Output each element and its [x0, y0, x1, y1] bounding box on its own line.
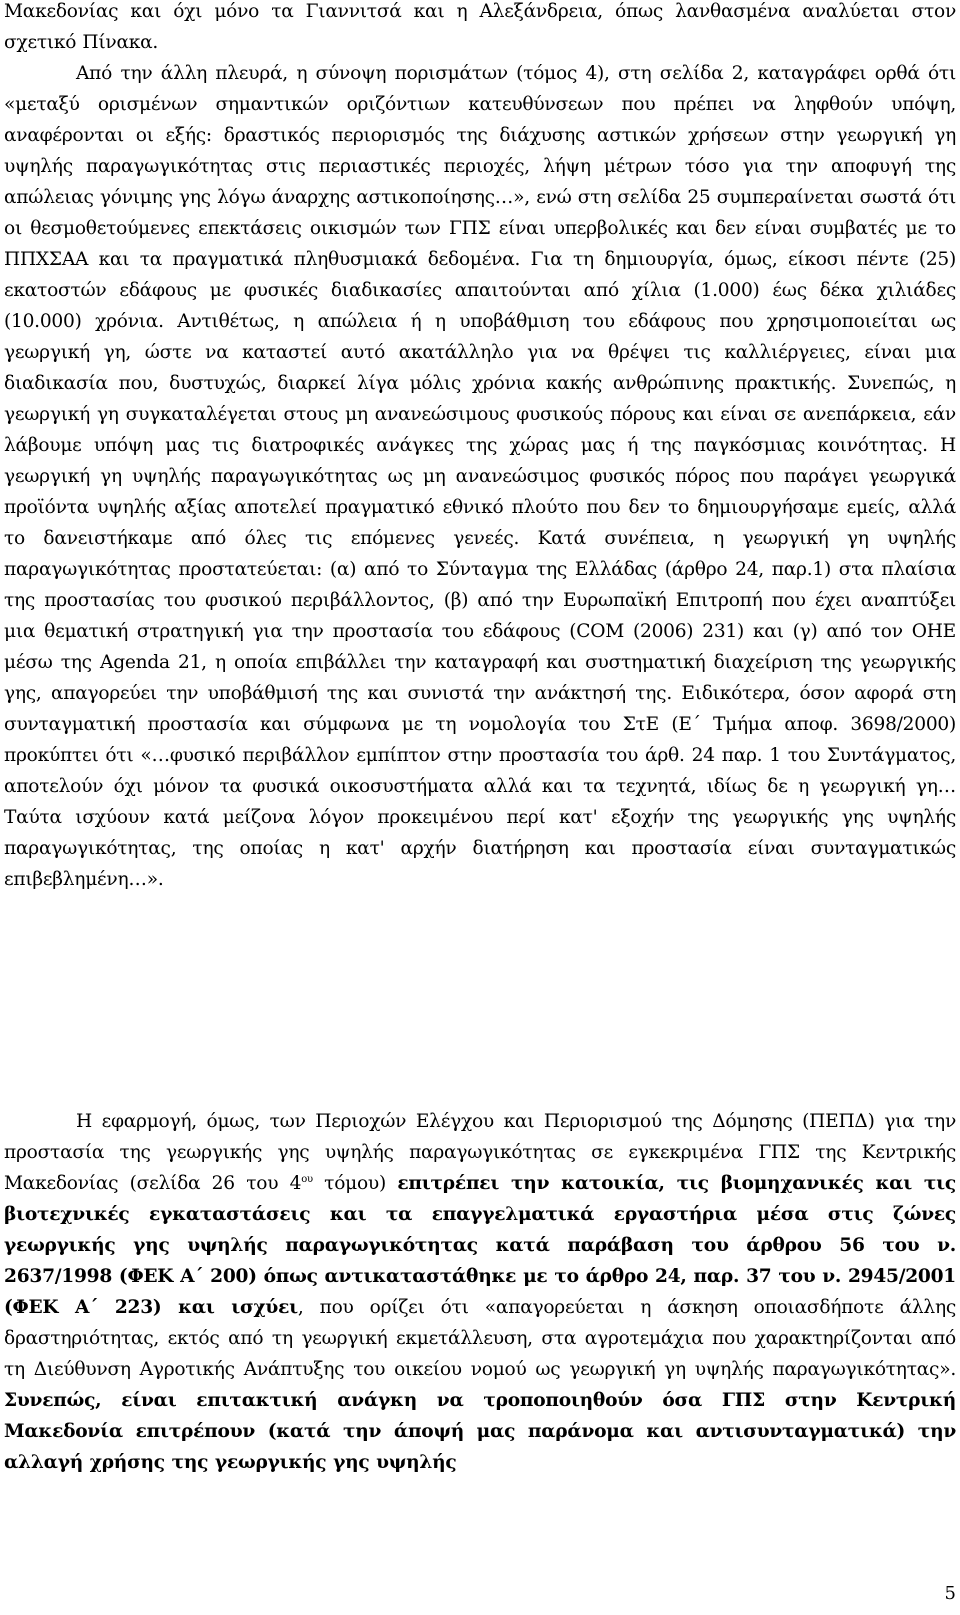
pepd-text-3: , που ορίζει ότι «απαγορεύεται η άσκηση οποιασδήποτε άλλης δραστηριότητας, εκτός από τη γεωργική εκμετάλλευση, στα αγροτεμάχια που χαρακτηρίζονται από τη Διεύθυνση Αγροτικής Ανάπτυξης του οικείου νομού ως γεωργική γη υψηλής παραγωγικότητας». [4, 1297, 957, 1380]
pepd-bold-violation: επιτρέπει την κατοικία, τις βιομηχανικές και τις βιοτεχνικές εγκαταστάσεις και τα επαγγελματικά εργαστήρια μέσα στις ζώνες γεωργικής γης υψηλής παραγωγικότητας κατά παράβαση του άρθρου 56 του ν. 2637/1998 (ΦΕΚ Α΄ 200) όπως αντικαταστάθηκε με το άρθρο 24, παρ. 37 του ν. 2945/2001 (ΦΕΚ Α΄ 223) και ισχύει [4, 1173, 956, 1318]
paragraph-group-bottom [4, 1106, 956, 1478]
pepd-text-1: Η εφαρμογή, όμως, των Περιοχών Ελέγχου και Περιορισμού της Δόμησης (ΠΕΠΔ) για την προστασία της γεωργικής γης υψηλής παραγωγικότητας σε εγκεκριμένα ΓΠΣ της Κεντρικής Μακεδονίας (σελίδα 26 του 4 [4, 1111, 956, 1194]
paragraph-conclusions-summary: Από την άλλη πλευρά, η σύνοψη πορισμάτων (τόμος 4), στη σελίδα 2, καταγράφει ορθά ότι «μεταξύ ορισμένων σημαντικών οριζόντιων κατευθύνσεων που πρέπει να ληφθούν υπόψη, αναφέρονται οι εξής: δραστικός περιορισμός της διάχυσης αστικών χρήσεων στην γεωργική γη υψηλής παραγωγικότητας στις περιαστικές περιοχές, λήψη μέτρων τόσο για την αποφυγή της απώλειας γόνιμης γης λόγω άναρχης αστικοποίησης…», ενώ στη σελίδα 25 συμπεραίνεται σωστά ότι οι θεσμοθετούμενες επεκτάσεις οικισμών των ΓΠΣ είναι υπερβολικές και δεν είναι συμβατές με το ΠΠΧΣΑΑ και τα πραγματικά πληθυσμιακά δεδομένα. Για τη δημιουργία, όμως, είκοσι πέντε (25) εκατοστών εδάφους με φυσικές διαδικασίες απαιτούνται από χίλια (1.000) έως δέκα χιλιάδες (10.000) χρόνια. Αντιθέτως, η απώλεια ή η υποβάθμιση του εδάφους που χρησιμοποιείται ως γεωργική γη, ώστε να καταστεί αυτό ακατάλληλο για να θρέψει τις καλλιέργειες, είναι μια διαδικασία που, δυστυχώς, διαρκεί λίγα μόλις χρόνια κακής ανθρώπινης πρακτικής. Συνεπώς, η γεωργική γη συγκαταλέγεται στους μη ανανεώσιμους φυσικούς πόρους και είναι σε ανεπάρκεια, εάν λάβουμε υπόψη μας τις διατροφικές ανάγκες της χώρας μας ή της παγκόσμιας κοινότητας. Η γεωργική γη υψηλής παραγωγικότητας ως μη ανανεώσιμος φυσικός πόρος που παράγει γεωργικά προϊόντα υψηλής αξίας αποτελεί πραγματικό εθνικό πλούτο που δεν το δημιουργήσαμε εμείς, αλλά το δανειστήκαμε από όλες τις επόμενες γενεές. Κατά συνέπεια, η γεωργική γη υψηλής παραγωγικότητας προστατεύεται: (α) από το Σύνταγμα της Ελλάδας (άρθρο 24, παρ.1) στα πλαίσια της προστασίας του φυσικού περιβάλλοντος, (β) από την Ευρωπαϊκή Επιτροπή που έχει αναπτύξει μια θεματική στρατηγική για την προστασία του εδάφους (COM (2006) 231) και (γ) από τον ΟΗΕ μέσω της Agenda 21, η οποία επιβάλλει την καταγραφή και συστηματική διαχείριση της γεωργικής γης, απαγορεύει την υποβάθμισή της και συνιστά την ανάκτησή της. Ειδικότερα, όσον αφορά στη συνταγματική προστασία και σύμφωνα με τη νομολογία του ΣτΕ (Ε΄ Τμήμα αποφ. 3698/2000) προκύπτει ότι «…φυσικό περιβάλλον εμπίπτον στην προστασία του άρθ. 24 παρ. 1 του Συντάγματος, αποτελούν όχι μόνον τα φυσικά οικοσυστήματα αλλά και τα τεχνητά, ιδίως δε η γεωργική γη… Ταύτα ισχύουν κατά μείζονα λόγον προκειμένου περί κατ' εξοχήν της γεωργικής γης υψηλής παραγωγικότητας, της οποίας η κατ' αρχήν διατήρηση και προστασία είναι συνταγματικώς επιβεβλημένη…». [4, 63, 956, 890]
paragraph-pepd [4, 1106, 956, 1478]
paragraph-group-top [4, 0, 956, 895]
pepd-bold-conclusion: Συνεπώς, είναι επιτακτική ανάγκη να τροποποιηθούν όσα ΓΠΣ στην Κεντρική Μακεδονία επιτρέπουν (κατά την άποψή μας παράνομα και αντισυνταγματικά) την αλλαγή χρήσης της γεωργικής γης υψηλής [4, 1390, 956, 1473]
pepd-text-2: τόμου) [312, 1173, 398, 1194]
page-number: 5 [944, 1583, 956, 1604]
paragraph-continuation: Μακεδονίας και όχι μόνο τα Γιαννιτσά και η Αλεξάνδρεια, όπως λανθασμένα αναλύεται στον σχετικό Πίνακα. [4, 1, 956, 53]
ordinal-superscript: ου [301, 1173, 313, 1185]
